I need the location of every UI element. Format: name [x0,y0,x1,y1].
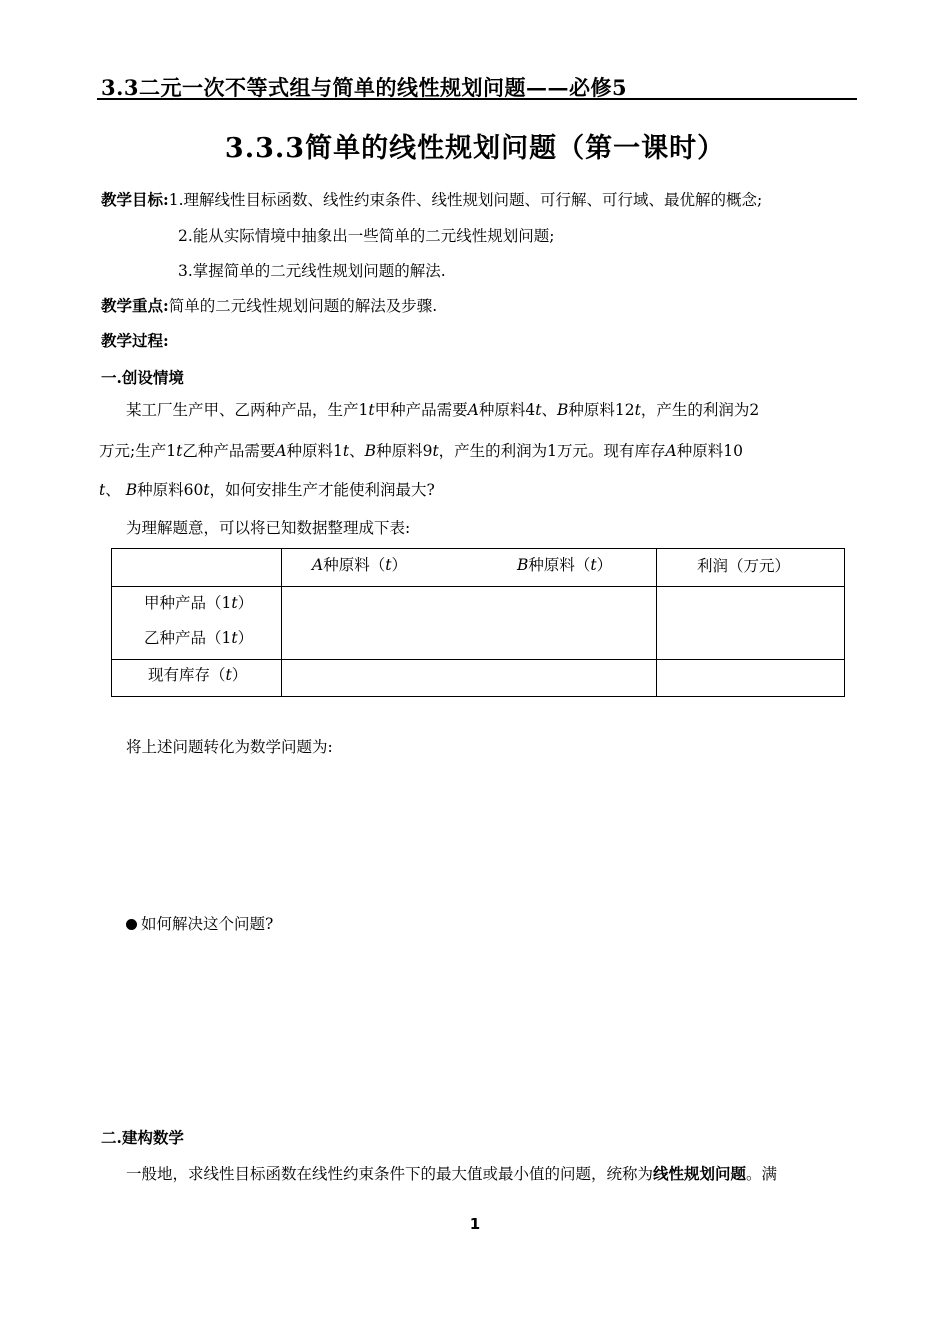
running-header: 3.3二元一次不等式组与简单的线性规划问题——必修5 [101,75,628,100]
problem-line-3: t、 B种原料60t，如何安排生产才能使利润最大? [99,481,435,499]
table-cell-empty [657,587,845,660]
key-point-text: 简单的二元线性规划问题的解法及步骤. [168,297,438,315]
problem-line-1: 某工厂生产甲、乙两种产品，生产1t甲种产品需要A种原料4t、B种原料12t，产生的利润为2 [126,401,760,419]
objective-item: 2.能从实际情境中抽象出一些简单的二元线性规划问题; [178,227,555,245]
bullet-icon [126,919,137,930]
table-row-products [112,587,845,660]
table-row-label-cell [112,660,282,697]
term-linear-programming: 线性规划问题 [653,1164,747,1183]
objective-item: 3.掌握简单的二元线性规划问题的解法. [178,262,446,280]
page-title: 3.3.3简单的线性规划问题（第一课时） [224,133,726,164]
transform-prompt: 将上述问题转化为数学问题为: [126,738,333,756]
col-profit-header: 利润（万元） [697,557,791,575]
key-point [101,296,437,316]
table-header-row [112,549,845,587]
objectives-line-1 [101,190,762,210]
table-header-materials [282,549,657,587]
objectives-label: 教学目标: [101,190,169,209]
table-cell-empty [282,587,657,660]
table-intro: 为理解题意，可以将已知数据整理成下表: [126,519,411,537]
data-table [111,548,845,697]
section-heading: 一.创设情境 [101,368,184,387]
process-label: 教学过程: [101,331,169,350]
table-cell-empty [282,660,657,697]
col-a-header: A种原料（t） [312,556,407,574]
section-heading: 二.建构数学 [101,1128,184,1147]
table-row-label-cell [112,587,282,660]
col-b-header: B种原料（t） [517,556,613,574]
row-stock: 现有库存（t） [148,666,248,684]
question-line: 如何解决这个问题? [126,914,273,934]
header-divider [97,98,857,100]
problem-line-2: 万元;生产1t乙种产品需要A种原料1t、B种原料9t，产生的利润为1万元。现有库存A种原料10 [99,442,743,460]
table-cell-empty [657,660,845,697]
row-product-b: 乙种产品（1t） [144,629,254,647]
page-number: 1 [469,1215,481,1233]
table-row-stock [112,660,845,697]
definition-line: 一般地，求线性目标函数在线性约束条件下的最大值或最小值的问题，统称为线性规划问题。满 [126,1164,778,1183]
key-point-label: 教学重点: [101,296,169,315]
table-corner-cell [112,549,282,587]
col-profit-header-cell [657,549,845,587]
objective-item: 1.理解线性目标函数、线性约束条件、线性规划问题、可行解、可行域、最优解的概念; [168,191,763,209]
row-product-a: 甲种产品（1t） [144,594,254,612]
